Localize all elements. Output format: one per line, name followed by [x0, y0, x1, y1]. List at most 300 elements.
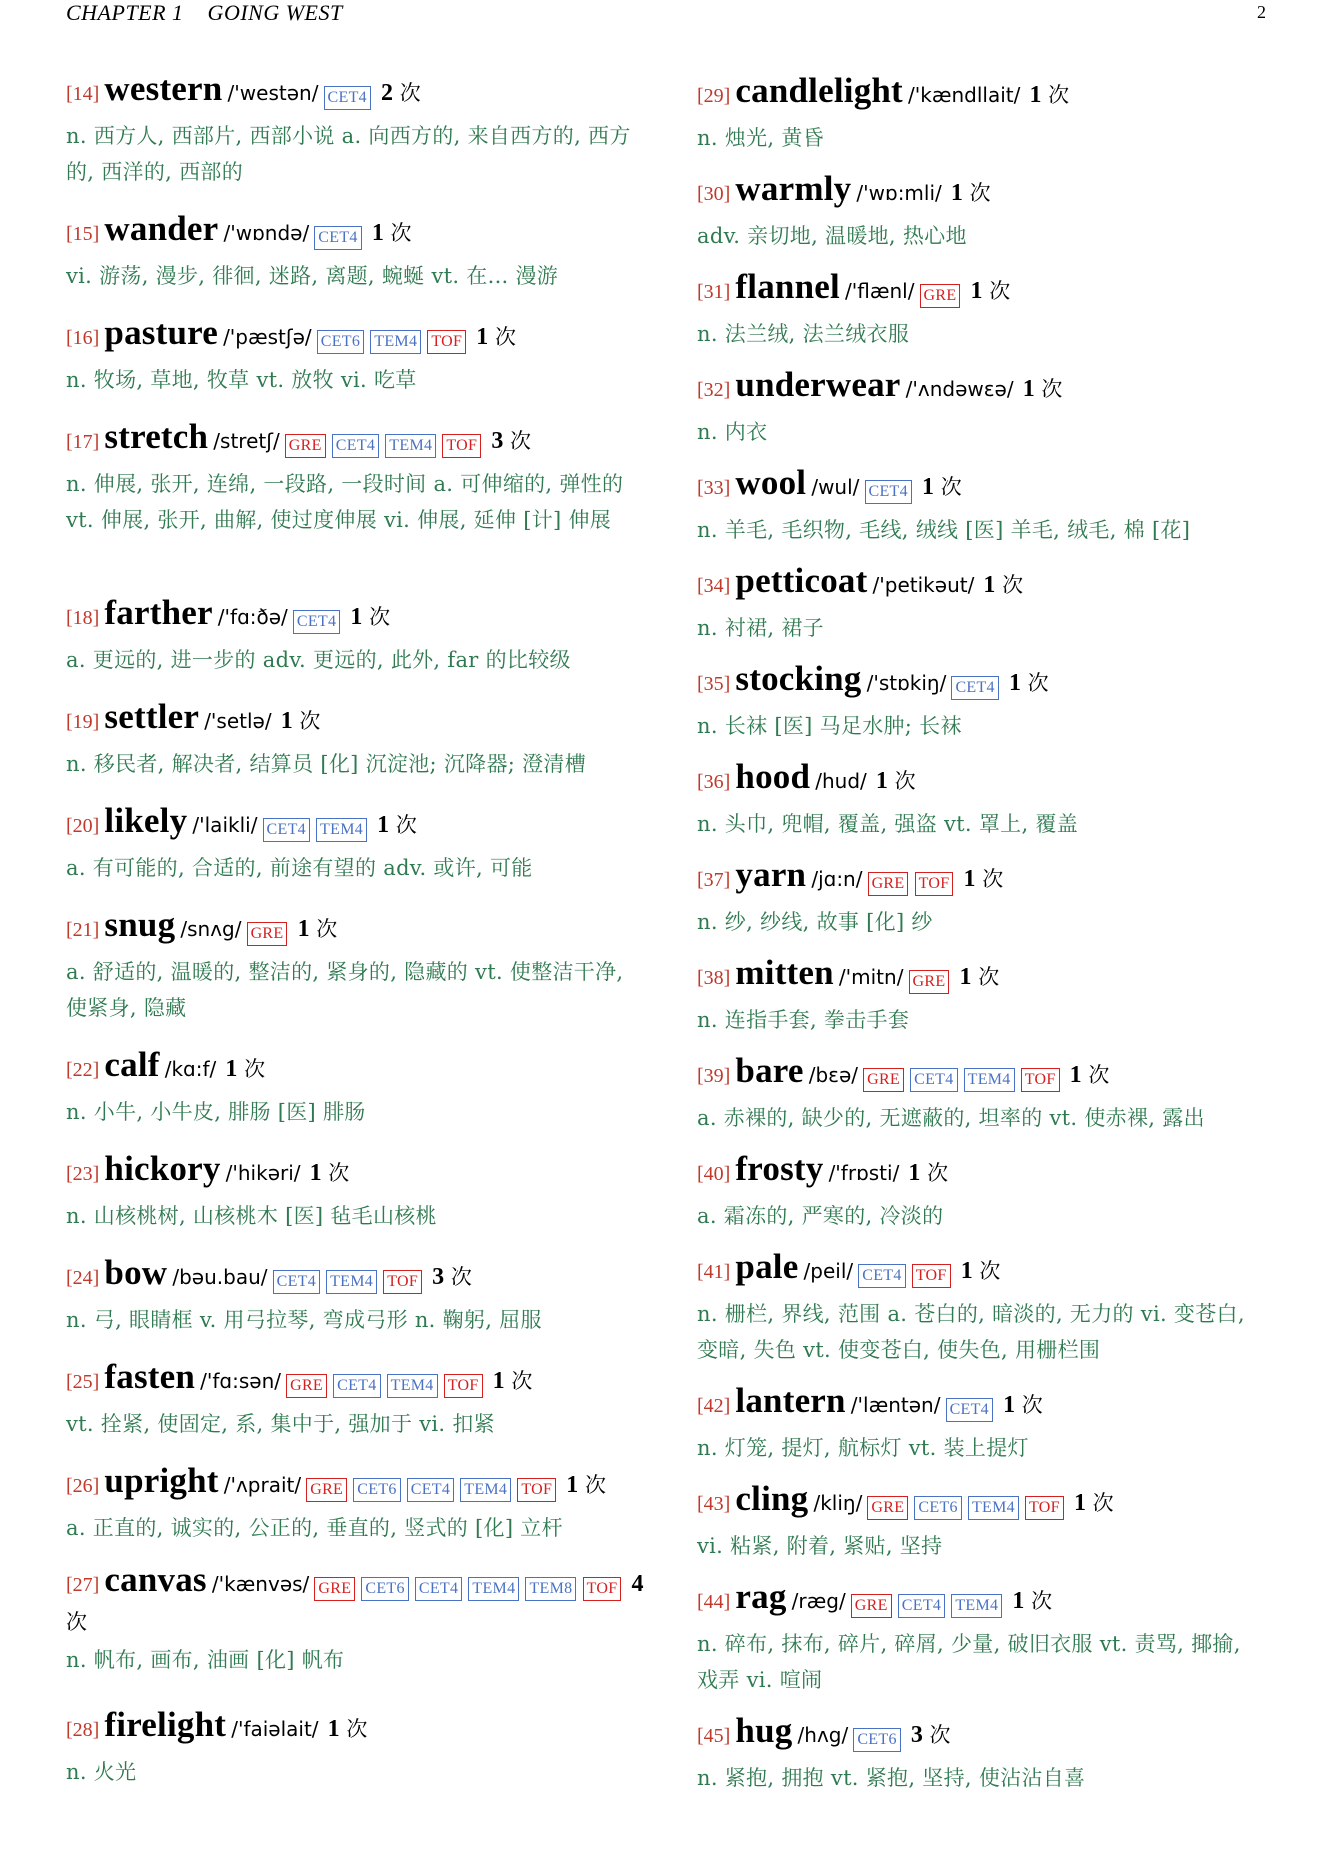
- entry-headline: [697, 558, 1267, 610]
- headword: bow: [104, 1253, 168, 1292]
- vocab-entry: [697, 852, 1267, 940]
- phonetic: /'fɑ:sən/: [200, 1369, 282, 1393]
- exam-tag: CET4: [293, 610, 340, 634]
- exam-tag: TEM4: [468, 1577, 519, 1601]
- vocab-entry: [697, 950, 1267, 1038]
- headword: firelight: [104, 1705, 227, 1744]
- frequency-unit: 次: [510, 429, 531, 453]
- frequency-unit: 次: [1031, 1589, 1053, 1613]
- entry-headline: [66, 414, 651, 466]
- headword: petticoat: [735, 561, 868, 600]
- frequency: [876, 769, 916, 793]
- exam-tag: CET4: [865, 480, 912, 504]
- headword: likely: [104, 801, 188, 840]
- definition: n. 衬裙, 裙子: [697, 616, 824, 640]
- frequency-unit: 次: [346, 1717, 368, 1741]
- vocab-entry: [697, 754, 1267, 842]
- phonetic: /'ʌndəwɛə/: [905, 377, 1014, 401]
- frequency-unit: 次: [399, 81, 421, 105]
- entry-index: [33]: [697, 477, 731, 499]
- exam-tag: CET4: [951, 676, 998, 700]
- vocab-entry: [66, 1702, 651, 1790]
- vocab-entry: [66, 206, 651, 294]
- exam-tag: CET4: [273, 1270, 320, 1294]
- frequency: [1023, 377, 1063, 401]
- vocab-entry: [66, 1354, 651, 1442]
- entry-headline: [66, 66, 651, 118]
- definition: vi. 粘紧, 附着, 紧贴, 坚持: [697, 1534, 943, 1558]
- definition: n. 法兰绒, 法兰绒衣服: [697, 322, 910, 346]
- page-number: 2: [1257, 2, 1266, 22]
- frequency: [350, 605, 390, 629]
- phonetic: /'wɒ:mli/: [856, 181, 942, 205]
- phonetic: /peil/: [803, 1259, 854, 1283]
- frequency-count: 1: [371, 220, 384, 246]
- vocab-entry: [66, 798, 651, 886]
- definition: vt. 拴紧, 使固定, 系, 集中于, 强加于 vi. 扣紧: [66, 1412, 495, 1436]
- phonetic: /stretʃ/: [213, 429, 280, 453]
- frequency-unit: 次: [982, 867, 1004, 891]
- phonetic: /jɑ:n/: [811, 867, 863, 891]
- entry-headline: [697, 1048, 1267, 1100]
- entry-headline: [66, 1702, 651, 1754]
- phonetic: /'laikli/: [192, 813, 258, 837]
- entry-headline: [66, 310, 651, 362]
- frequency-count: 3: [432, 1264, 445, 1290]
- entry-index: [35]: [697, 673, 731, 695]
- exam-tag: CET4: [415, 1577, 462, 1601]
- headword: pale: [735, 1247, 799, 1286]
- frequency-unit: 次: [894, 769, 916, 793]
- entry-index: [37]: [697, 869, 731, 891]
- frequency-count: 1: [476, 324, 489, 350]
- frequency-count: 1: [970, 278, 983, 304]
- entry-headline: [697, 264, 1267, 316]
- definition: a. 正直的, 诚实的, 公正的, 垂直的, 竖式的 [化] 立杆: [66, 1516, 563, 1540]
- vocab-entry: [697, 558, 1267, 646]
- entry-headline: [697, 1146, 1267, 1198]
- frequency-unit: 次: [1088, 1063, 1110, 1087]
- frequency: [911, 1723, 951, 1747]
- exam-tag: TOF: [912, 1264, 951, 1288]
- exam-tag: CET4: [263, 818, 310, 842]
- frequency: [476, 325, 516, 349]
- frequency-unit: 次: [584, 1473, 606, 1497]
- definition: n. 弓, 眼睛框 v. 用弓拉琴, 弯成弓形 n. 鞠躬, 屈服: [66, 1308, 542, 1332]
- vocab-entry: [697, 460, 1267, 548]
- phonetic: /'flænl/: [845, 279, 915, 303]
- headword: stocking: [735, 659, 862, 698]
- entry-headline: [66, 590, 651, 642]
- headword: hug: [735, 1711, 793, 1750]
- phonetic: /kɑ:f/: [164, 1057, 217, 1081]
- definition: a. 更远的, 进一步的 adv. 更远的, 此外, far 的比较级: [66, 648, 571, 672]
- phonetic: /hud/: [815, 769, 867, 793]
- frequency: [491, 429, 531, 453]
- frequency-count: 1: [566, 1472, 579, 1498]
- entry-index: [41]: [697, 1261, 731, 1283]
- headword: fasten: [104, 1357, 196, 1396]
- exam-tag: CET4: [407, 1478, 454, 1502]
- frequency: [432, 1265, 472, 1289]
- frequency: [298, 917, 338, 941]
- entry-headline: [697, 852, 1267, 904]
- exam-tag: TEM4: [385, 434, 436, 458]
- exam-tag: CET6: [914, 1496, 961, 1520]
- headword: lantern: [735, 1381, 846, 1420]
- vocab-entry: [66, 590, 651, 678]
- frequency-count: 1: [950, 180, 963, 206]
- exam-tag: TOF: [383, 1270, 422, 1294]
- entry-headline: [697, 754, 1267, 806]
- headword: wool: [735, 463, 807, 502]
- frequency: [951, 181, 991, 205]
- entry-headline: [697, 460, 1267, 512]
- vocab-entry: [66, 66, 651, 190]
- frequency-count: 1: [377, 812, 390, 838]
- frequency-count: 1: [960, 1258, 973, 1284]
- exam-tag: GRE: [286, 1374, 327, 1398]
- frequency: [960, 965, 1000, 989]
- entry-headline: [697, 166, 1267, 218]
- frequency-unit: 次: [969, 181, 991, 205]
- exam-tag: CET4: [946, 1398, 993, 1422]
- entry-headline: [66, 1458, 651, 1510]
- frequency-count: 1: [309, 1160, 322, 1186]
- headword: stretch: [104, 417, 209, 456]
- frequency-count: 1: [908, 1160, 921, 1186]
- definition: n. 连指手套, 拳击手套: [697, 1008, 910, 1032]
- exam-tag: TOF: [583, 1577, 622, 1601]
- entry-index: [27]: [66, 1574, 100, 1596]
- exam-tag: TOF: [442, 434, 481, 458]
- exam-tag: TOF: [915, 872, 954, 896]
- phonetic: /'ʌprait/: [223, 1473, 302, 1497]
- frequency-count: 1: [492, 1368, 505, 1394]
- frequency: [961, 1259, 1001, 1283]
- frequency-count: 1: [875, 768, 888, 794]
- entry-headline: [697, 362, 1267, 414]
- frequency: [493, 1369, 533, 1393]
- headword: upright: [104, 1461, 219, 1500]
- exam-tag: GRE: [285, 434, 326, 458]
- headword: cling: [735, 1479, 809, 1518]
- frequency-count: 4: [631, 1571, 644, 1597]
- phonetic: /kliŋ/: [813, 1491, 863, 1515]
- entry-headline: [697, 1476, 1267, 1528]
- entry-headline: [697, 1378, 1267, 1430]
- entry-index: [18]: [66, 607, 100, 629]
- exam-tag: GRE: [314, 1577, 355, 1601]
- frequency-count: 1: [1012, 1588, 1025, 1614]
- exam-tag: TOF: [427, 330, 466, 354]
- entry-headline: [66, 1562, 651, 1642]
- entry-index: [44]: [697, 1591, 731, 1613]
- definition: n. 西方人, 西部片, 西部小说 a. 向西方的, 来自西方的, 西方的, 西洋的, 西部的: [66, 124, 631, 184]
- frequency-count: 1: [1022, 376, 1035, 402]
- headword: warmly: [735, 169, 852, 208]
- frequency: [310, 1161, 350, 1185]
- entry-index: [26]: [66, 1475, 100, 1497]
- frequency-unit: 次: [929, 1723, 951, 1747]
- frequency-unit: 次: [316, 917, 338, 941]
- exam-tag: GRE: [851, 1594, 892, 1618]
- exam-tag: TEM4: [460, 1478, 511, 1502]
- exam-tag: GRE: [306, 1478, 347, 1502]
- vocab-entry: [697, 656, 1267, 744]
- phonetic: /hʌg/: [797, 1723, 849, 1747]
- frequency-unit: 次: [1092, 1491, 1114, 1515]
- entry-index: [14]: [66, 83, 100, 105]
- vocab-entry: [66, 1458, 651, 1546]
- vocab-entry: [697, 1574, 1267, 1698]
- entry-headline: [66, 798, 651, 850]
- entry-headline: [697, 1708, 1267, 1760]
- frequency: [983, 573, 1023, 597]
- exam-tag: CET6: [317, 330, 364, 354]
- definition: n. 碎布, 抹布, 碎片, 碎屑, 少量, 破旧衣服 vt. 责骂, 揶揄, 戏弄 vi. 喧闹: [697, 1632, 1241, 1692]
- definition: n. 伸展, 张开, 连绵, 一段路, 一段时间 a. 可伸缩的, 弹性的 vt. 伸展, 张开, 曲解, 使过度伸展 vi. 伸展, 延伸 [计] 伸展: [66, 472, 624, 532]
- frequency-unit: 次: [1027, 671, 1049, 695]
- frequency-count: 3: [491, 428, 504, 454]
- frequency-unit: 次: [1041, 377, 1063, 401]
- phonetic: /'setlə/: [204, 709, 272, 733]
- definition: n. 灯笼, 提灯, 航标灯 vt. 装上提灯: [697, 1436, 1029, 1460]
- entry-index: [20]: [66, 815, 100, 837]
- frequency: [281, 709, 321, 733]
- frequency-unit: 次: [979, 1259, 1001, 1283]
- phonetic: /bɛə/: [808, 1063, 859, 1087]
- headword: hickory: [104, 1149, 221, 1188]
- frequency-count: 1: [225, 1056, 238, 1082]
- entry-index: [42]: [697, 1395, 731, 1417]
- frequency-unit: 次: [1048, 83, 1070, 107]
- exam-tag: GRE: [920, 284, 961, 308]
- definition: n. 纱, 纱线, 故事 [化] 纱: [697, 910, 933, 934]
- frequency-unit: 次: [511, 1369, 533, 1393]
- frequency: [922, 475, 962, 499]
- entry-headline: [66, 1146, 651, 1198]
- entry-index: [31]: [697, 281, 731, 303]
- entry-index: [38]: [697, 967, 731, 989]
- frequency: [1003, 1393, 1043, 1417]
- definition: n. 羊毛, 毛织物, 毛线, 绒线 [医] 羊毛, 绒毛, 棉 [花]: [697, 518, 1191, 542]
- phonetic: /'pæstʃə/: [223, 325, 312, 349]
- entry-index: [28]: [66, 1719, 100, 1741]
- vocab-entry: [697, 1146, 1267, 1234]
- exam-tag: CET4: [314, 226, 361, 250]
- entry-index: [29]: [697, 85, 731, 107]
- headword: frosty: [735, 1149, 824, 1188]
- definition: n. 内衣: [697, 420, 768, 444]
- frequency: [328, 1717, 368, 1741]
- exam-tag: GRE: [868, 872, 909, 896]
- phonetic: /'kændllait/: [908, 83, 1021, 107]
- vocab-entry: [697, 1244, 1267, 1368]
- definition: adv. 亲切地, 温暖地, 热心地: [697, 224, 967, 248]
- frequency-count: 1: [922, 474, 935, 500]
- definition: a. 舒适的, 温暖的, 整洁的, 紧身的, 隐藏的 vt. 使整洁干净, 使紧身, 隐藏: [66, 960, 624, 1020]
- definition: n. 帆布, 画布, 油画 [化] 帆布: [66, 1648, 345, 1672]
- frequency-count: 2: [381, 80, 394, 106]
- frequency-count: 1: [327, 1716, 340, 1742]
- headword: candlelight: [735, 71, 903, 110]
- vocab-entry: [66, 694, 651, 782]
- frequency-count: 1: [1069, 1062, 1082, 1088]
- headword: western: [104, 69, 223, 108]
- page-header: [66, 0, 1266, 30]
- entry-headline: [66, 1042, 651, 1094]
- frequency: [1029, 83, 1069, 107]
- definition: n. 栅栏, 界线, 范围 a. 苍白的, 暗淡的, 无力的 vi. 变苍白, 变暗, 失色 vt. 使变苍白, 使失色, 用栅栏围: [697, 1302, 1245, 1362]
- frequency-count: 1: [983, 572, 996, 598]
- exam-tag: TEM4: [387, 1374, 438, 1398]
- exam-tag: CET4: [333, 1374, 380, 1398]
- entry-index: [21]: [66, 919, 100, 941]
- definition: n. 紧抱, 拥抱 vt. 紧抱, 坚持, 使沾沾自喜: [697, 1766, 1086, 1790]
- entry-index: [19]: [66, 711, 100, 733]
- entry-index: [15]: [66, 223, 100, 245]
- definition: a. 霜冻的, 严寒的, 冷淡的: [697, 1204, 944, 1228]
- vocab-entry: [66, 1250, 651, 1338]
- entry-index: [43]: [697, 1493, 731, 1515]
- frequency-unit: 次: [450, 1265, 472, 1289]
- exam-tag: CET4: [858, 1264, 905, 1288]
- entry-index: [25]: [66, 1371, 100, 1393]
- definition: vi. 游荡, 漫步, 徘徊, 迷路, 离题, 蜿蜒 vt. 在... 漫游: [66, 264, 559, 288]
- exam-tag: TEM4: [964, 1068, 1015, 1092]
- entry-headline: [697, 1244, 1267, 1296]
- vocab-entry: [697, 1708, 1267, 1796]
- exam-tag: CET6: [361, 1577, 408, 1601]
- frequency-unit: 次: [927, 1161, 949, 1185]
- entry-headline: [697, 68, 1267, 120]
- entry-headline: [66, 1354, 651, 1406]
- chapter-title: CHAPTER 1 GOING WEST: [66, 0, 343, 25]
- phonetic: /'petikəut/: [872, 573, 975, 597]
- frequency-count: 1: [297, 916, 310, 942]
- vocab-entry: [697, 166, 1267, 254]
- exam-tag: CET4: [910, 1068, 957, 1092]
- headword: flannel: [735, 267, 840, 306]
- frequency: [377, 813, 417, 837]
- definition: a. 赤裸的, 缺少的, 无遮蔽的, 坦率的 vt. 使赤裸, 露出: [697, 1106, 1205, 1130]
- frequency-count: 3: [910, 1722, 923, 1748]
- phonetic: /'wɒndə/: [223, 221, 310, 245]
- vocab-entry: [697, 1476, 1267, 1564]
- frequency-unit: 次: [494, 325, 516, 349]
- phonetic: /'stɒkiŋ/: [866, 671, 947, 695]
- vocab-entry: [66, 310, 651, 398]
- entry-headline: [66, 694, 651, 746]
- entry-index: [22]: [66, 1059, 100, 1081]
- headword: wander: [104, 209, 219, 248]
- entry-headline: [697, 950, 1267, 1002]
- frequency-unit: 次: [1021, 1393, 1043, 1417]
- exam-tag: TEM4: [951, 1594, 1002, 1618]
- frequency-unit: 次: [66, 1610, 87, 1634]
- headword: farther: [104, 593, 213, 632]
- exam-tag: TOF: [444, 1374, 483, 1398]
- frequency: [1070, 1063, 1110, 1087]
- entry-index: [30]: [697, 183, 731, 205]
- exam-tag: GRE: [867, 1496, 908, 1520]
- entry-headline: [697, 1574, 1267, 1626]
- phonetic: /'mitn/: [838, 965, 904, 989]
- exam-tag: TOF: [1021, 1068, 1060, 1092]
- entry-index: [45]: [697, 1725, 731, 1747]
- frequency-unit: 次: [328, 1161, 350, 1185]
- frequency-count: 1: [959, 964, 972, 990]
- exam-tag: TEM4: [326, 1270, 377, 1294]
- vocab-entry: [66, 1146, 651, 1234]
- phonetic: /'faiəlait/: [231, 1717, 319, 1741]
- exam-tag: GRE: [863, 1068, 904, 1092]
- entry-index: [39]: [697, 1065, 731, 1087]
- headword: settler: [104, 697, 200, 736]
- entry-index: [17]: [66, 431, 100, 453]
- headword: rag: [735, 1577, 787, 1616]
- exam-tag: GRE: [909, 970, 950, 994]
- frequency-unit: 次: [940, 475, 962, 499]
- phonetic: /'westən/: [227, 81, 319, 105]
- frequency-unit: 次: [299, 709, 321, 733]
- phonetic: /'læntən/: [850, 1393, 941, 1417]
- definition: n. 头巾, 兜帽, 覆盖, 强盗 vt. 罩上, 覆盖: [697, 812, 1079, 836]
- exam-tag: GRE: [247, 922, 288, 946]
- vocab-entry: [66, 1042, 651, 1130]
- frequency: [908, 1161, 948, 1185]
- definition: n. 烛光, 黄昏: [697, 126, 824, 150]
- frequency-unit: 次: [1002, 573, 1024, 597]
- exam-tag: TEM4: [316, 818, 367, 842]
- exam-tag: TEM4: [968, 1496, 1019, 1520]
- frequency: [971, 279, 1011, 303]
- headword: canvas: [104, 1560, 207, 1599]
- exam-tag: CET6: [353, 1478, 400, 1502]
- frequency: [381, 81, 421, 105]
- vocab-entry: [66, 902, 651, 1026]
- exam-tag: CET4: [332, 434, 379, 458]
- definition: a. 有可能的, 合适的, 前途有望的 adv. 或许, 可能: [66, 856, 533, 880]
- vocab-entry: [697, 362, 1267, 450]
- phonetic: /'kænvəs/: [211, 1572, 310, 1596]
- definition: n. 牧场, 草地, 牧草 vt. 放牧 vi. 吃草: [66, 368, 417, 392]
- exam-tag: TOF: [517, 1478, 556, 1502]
- phonetic: /ræg/: [791, 1589, 846, 1613]
- frequency: [225, 1057, 265, 1081]
- exam-tag: CET4: [898, 1594, 945, 1618]
- phonetic: /wul/: [811, 475, 860, 499]
- definition: n. 小牛, 小牛皮, 腓肠 [医] 腓肠: [66, 1100, 366, 1124]
- entry-headline: [697, 656, 1267, 708]
- frequency: [964, 867, 1004, 891]
- entry-index: [23]: [66, 1163, 100, 1185]
- headword: calf: [104, 1045, 160, 1084]
- headword: snug: [104, 905, 176, 944]
- vocab-entry: [697, 68, 1267, 156]
- exam-tag: CET4: [324, 86, 371, 110]
- exam-tag: TEM4: [370, 330, 421, 354]
- entry-index: [40]: [697, 1163, 731, 1185]
- exam-tag: CET6: [853, 1728, 900, 1752]
- exam-tag: TOF: [1025, 1496, 1064, 1520]
- entry-index: [36]: [697, 771, 731, 793]
- frequency-count: 1: [1073, 1490, 1086, 1516]
- headword: mitten: [735, 953, 834, 992]
- frequency-count: 1: [350, 604, 363, 630]
- definition: n. 火光: [66, 1760, 137, 1784]
